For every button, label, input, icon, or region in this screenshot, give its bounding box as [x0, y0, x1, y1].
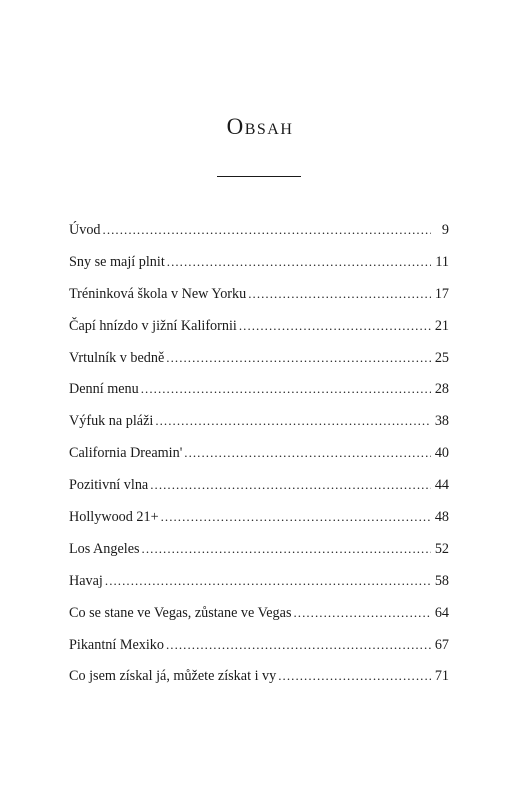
toc-entry	[69, 443, 449, 475]
toc-leader-dots	[142, 539, 431, 559]
toc-entry-page: 71	[434, 668, 449, 685]
toc-entry	[69, 252, 449, 284]
toc-entry	[69, 635, 449, 667]
table-of-contents	[69, 220, 449, 698]
toc-leader-dots	[166, 348, 431, 368]
toc-entry	[69, 411, 449, 443]
toc-entry-page: 9	[441, 222, 449, 238]
toc-entry-page: 11	[435, 253, 449, 270]
toc-entry-title: Úvod	[69, 222, 101, 238]
toc-entry-title: Sny se mají plnit	[69, 253, 165, 270]
toc-entry-page: 52	[434, 540, 449, 557]
toc-entry	[69, 666, 449, 698]
toc-entry-page: 21	[434, 317, 449, 334]
toc-entry-title: Denní menu	[69, 381, 139, 398]
toc-leader-dots	[184, 443, 431, 463]
toc-leader-dots	[167, 252, 431, 272]
toc-entry	[69, 348, 449, 380]
toc-leader-dots	[248, 284, 431, 304]
toc-entry-title: Pikantní Mexiko	[69, 636, 164, 653]
toc-entry-title: Co jsem získal já, můžete získat i vy	[69, 668, 277, 685]
toc-entry-page: 67	[434, 636, 449, 653]
toc-entry	[69, 571, 449, 603]
toc-entry-page: 48	[434, 509, 449, 526]
toc-entry-title: Vrtulník v bedně	[69, 349, 165, 366]
toc-entry-page: 28	[434, 381, 449, 398]
toc-entry-title: California Dreamin'	[69, 445, 183, 462]
toc-leader-dots	[278, 666, 431, 686]
toc-entry-title: Tréninková škola v New Yorku	[69, 285, 247, 302]
toc-entry-page: 40	[434, 445, 449, 462]
toc-entry-title: Los Angeles	[69, 540, 140, 557]
toc-entry-page: 38	[434, 413, 449, 430]
toc-entry	[69, 284, 449, 316]
toc-leader-dots	[150, 475, 431, 495]
toc-entry-page: 17	[434, 285, 449, 302]
toc-entry	[69, 507, 449, 539]
toc-entry-page: 64	[434, 604, 449, 621]
toc-entry-page: 44	[434, 477, 449, 494]
toc-entry	[69, 475, 449, 507]
toc-entry-title: Výfuk na pláži	[69, 413, 154, 430]
toc-entry-title: Pozitivní vlna	[69, 477, 149, 494]
toc-leader-dots	[161, 507, 431, 527]
toc-entry-page: 25	[434, 349, 449, 366]
toc-leader-dots	[166, 635, 431, 655]
toc-leader-dots	[155, 411, 431, 431]
toc-leader-dots	[103, 220, 431, 240]
toc-entry-title: Čapí hnízdo v jižní Kalifornii	[69, 317, 237, 334]
toc-entry	[69, 220, 449, 252]
toc-leader-dots	[141, 379, 431, 399]
toc-entry	[69, 316, 449, 348]
toc-entry-title: Havaj	[69, 572, 103, 589]
page-title: Obsah	[226, 114, 294, 139]
title-divider	[217, 176, 301, 177]
toc-leader-dots	[239, 316, 431, 336]
toc-entry-title: Hollywood 21+	[69, 509, 159, 526]
toc-entry	[69, 539, 449, 571]
toc-leader-dots	[293, 603, 430, 623]
toc-entry	[69, 379, 449, 411]
toc-entry	[69, 603, 449, 635]
toc-entry-page: 58	[434, 572, 449, 589]
toc-leader-dots	[105, 571, 431, 591]
toc-entry-title: Co se stane ve Vegas, zůstane ve Vegas	[69, 604, 292, 621]
